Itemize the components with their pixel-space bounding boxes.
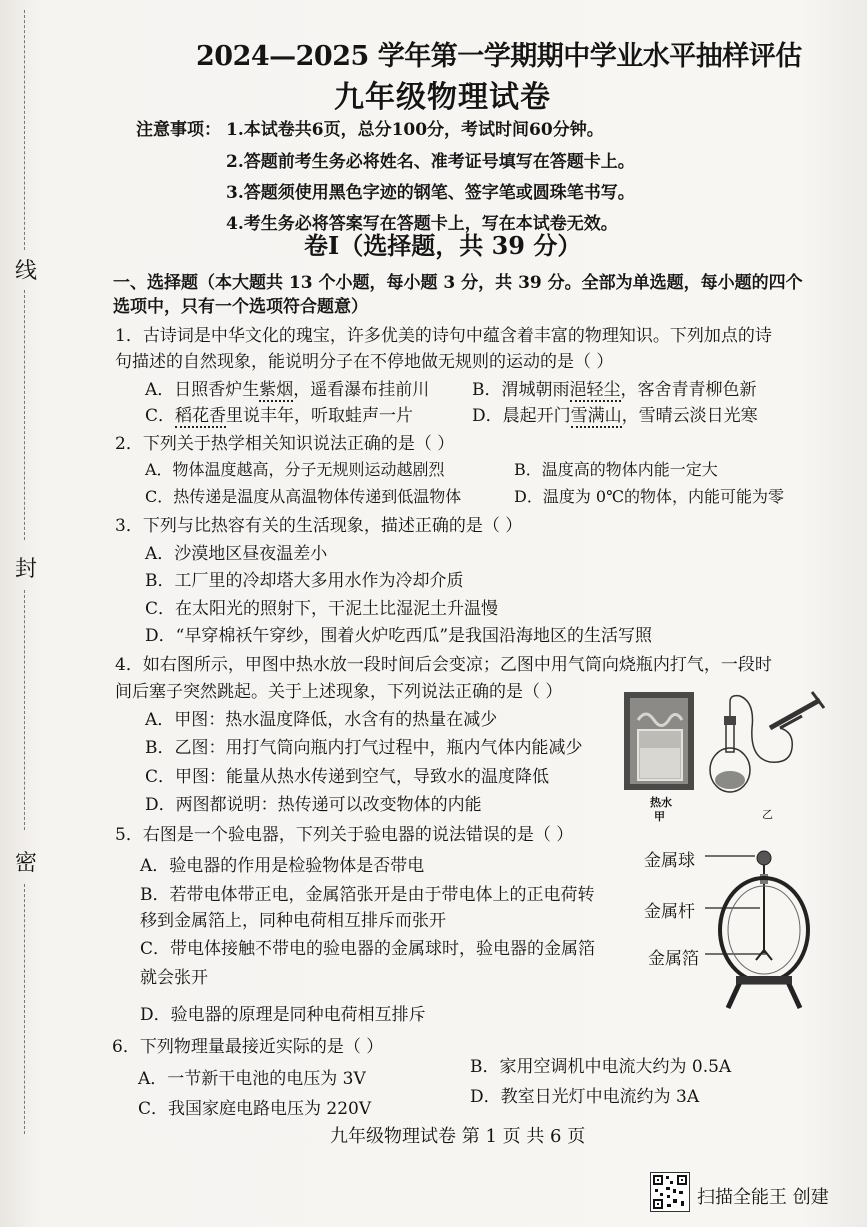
option-b: B．若带电体带正电，金属箔张开是由于带电体上的正电荷转 [140,885,595,905]
exam-subtitle: 九年级物理试卷 [334,80,551,115]
dotted-phrase: 紫烟 [259,380,294,400]
figure-label-hot-water: 热水 [650,796,672,809]
option-c: C．我国家庭电路电压为 220V [138,1099,372,1119]
binding-dashed-line [24,590,26,830]
option-d: D．教室日光灯中电流约为 3A [470,1087,700,1107]
option-d: D．验电器的原理是同种电荷相互排斥 [140,1005,426,1025]
question-stem: 2．下列关于热学相关知识说法正确的是（ ） [115,434,455,454]
section-heading: 一、选择题（本大题共 13 个小题，每小题 3 分，共 39 分。全部为单选题，每小题的四个 [113,273,803,293]
page-footer: 九年级物理试卷 第 1 页 共 6 页 [330,1126,586,1147]
option-c-continued: 就会张开 [140,968,208,988]
option-a: A．沙漠地区昼夜温差小 [145,544,328,564]
option-d [472,401,758,426]
option-a: A．物体温度越高，分子无规则运动越剧烈 [145,460,445,479]
dotted-phrase: 雪满山 [570,406,622,426]
notice-item: 2.答题前考生务必将姓名、准考证号填写在答题卡上。 [226,152,635,172]
option-text: ，雪晴云淡日光寒 [621,406,758,426]
question-stem: 3．下列与比热容有关的生活现象，描述正确的是（ ） [115,516,523,536]
option-c: C．在太阳光的照射下，干泥土比湿泥土升温慢 [145,599,499,619]
option-b: B．温度高的物体内能一定大 [514,460,718,479]
label-metal-rod: 金属杆 [644,902,695,922]
scanner-watermark: 扫描全能王 创建 [697,1187,829,1208]
dotted-phrase: 浥轻尘 [569,380,621,400]
margin-char-feng: 封 [15,557,38,582]
binding-dashed-line [24,884,26,1134]
binding-dashed-line [24,290,26,540]
option-a: A．验电器的作用是检验物体是否带电 [140,856,425,876]
question-stem: 4．如右图所示，甲图中热水放一段时间后会变凉；乙图中用气筒向烧瓶内打气，一段时 [115,655,772,675]
label-metal-ball: 金属球 [644,851,695,871]
option-c: C．甲图：能量从热水传递到空气，导致水的温度降低 [145,767,550,787]
option-c: C．带电体接触不带电的验电器的金属球时，验电器的金属箔 [140,939,596,959]
notice-item: 1.本试卷共6页，总分100分，考试时间60分钟。 [226,120,604,140]
option-d: D．温度为 0℃的物体，内能可能为零 [514,487,784,506]
notice-label: 注意事项： [136,120,221,140]
option-d: D．“早穿棉袄午穿纱，围着火炉吃西瓜”是我国沿海地区的生活写照 [145,626,653,646]
option-a: A．甲图：热水温度降低，水含有的热量在减少 [145,710,498,730]
flask-pump-figure [700,688,830,803]
question-stem: 1．古诗词是中华文化的瑰宝，许多优美的诗句中蕴含着丰富的物理知识。下列加点的诗 [115,326,772,346]
margin-char-mi: 密 [15,851,38,876]
option-a [145,375,429,400]
section-heading: 选项中，只有一个选项符合题意） [113,297,368,317]
option-b: B．工厂里的冷却塔大多用水作为冷却介质 [145,571,464,591]
section-title: 卷Ⅰ（选择题，共 39 分） [304,231,582,260]
question-stem: 句描述的自然现象，能说明分子在不停地做无规则的运动的是（ ） [115,352,614,372]
figure-label-yi: 乙 [762,808,773,821]
option-d: D．两图都说明：热传递可以改变物体的内能 [145,795,482,815]
binding-dashed-line [24,10,26,250]
option-b: B．家用空调机中电流大约为 0.5A [470,1057,732,1077]
exam-title: 2024—2025 学年第一学期期中学业水平抽样评估 [196,41,802,72]
option-b: B．乙图：用打气筒向瓶内打气过程中，瓶内气体内能减少 [145,738,583,758]
option-c [145,401,413,426]
option-a: A．一节新干电池的电压为 3V [138,1069,366,1089]
option-text: 里说丰年，听取蛙声一片 [226,406,414,426]
hot-water-figure [620,690,700,795]
option-text: B．渭城朝雨 [472,380,570,400]
option-b [472,375,757,400]
question-stem: 6．下列物理量最接近实际的是（ ） [112,1037,384,1057]
option-text: C． [145,406,176,426]
margin-char-xian: 线 [15,259,38,284]
option-c: C．热传递是温度从高温物体传递到低温物体 [145,487,462,506]
qr-code-icon [650,1172,690,1212]
option-b-continued: 移到金属箔上，同种电荷相互排斥而张开 [140,911,446,931]
figure-label-jia: 甲 [654,810,665,823]
dotted-phrase: 稻花香 [175,406,227,426]
option-text: ，遥看瀑布挂前川 [293,380,430,400]
electroscope-figure [700,838,820,1018]
option-text: A．日照香炉生 [145,380,260,400]
notice-item: 3.答题须使用黑色字迹的钢笔、签字笔或圆珠笔书写。 [226,183,635,203]
notice-item: 4.考生务必将答案写在答题卡上，写在本试卷无效。 [226,214,618,234]
question-stem: 5．右图是一个验电器，下列关于验电器的说法错误的是（ ） [115,825,574,845]
question-stem: 间后塞子突然跳起。关于上述现象，下列说法正确的是（ ） [115,682,563,702]
option-text: D．晨起开门 [472,406,571,426]
label-metal-foil: 金属箔 [648,949,699,969]
option-text: ，客舍青青柳色新 [620,380,757,400]
